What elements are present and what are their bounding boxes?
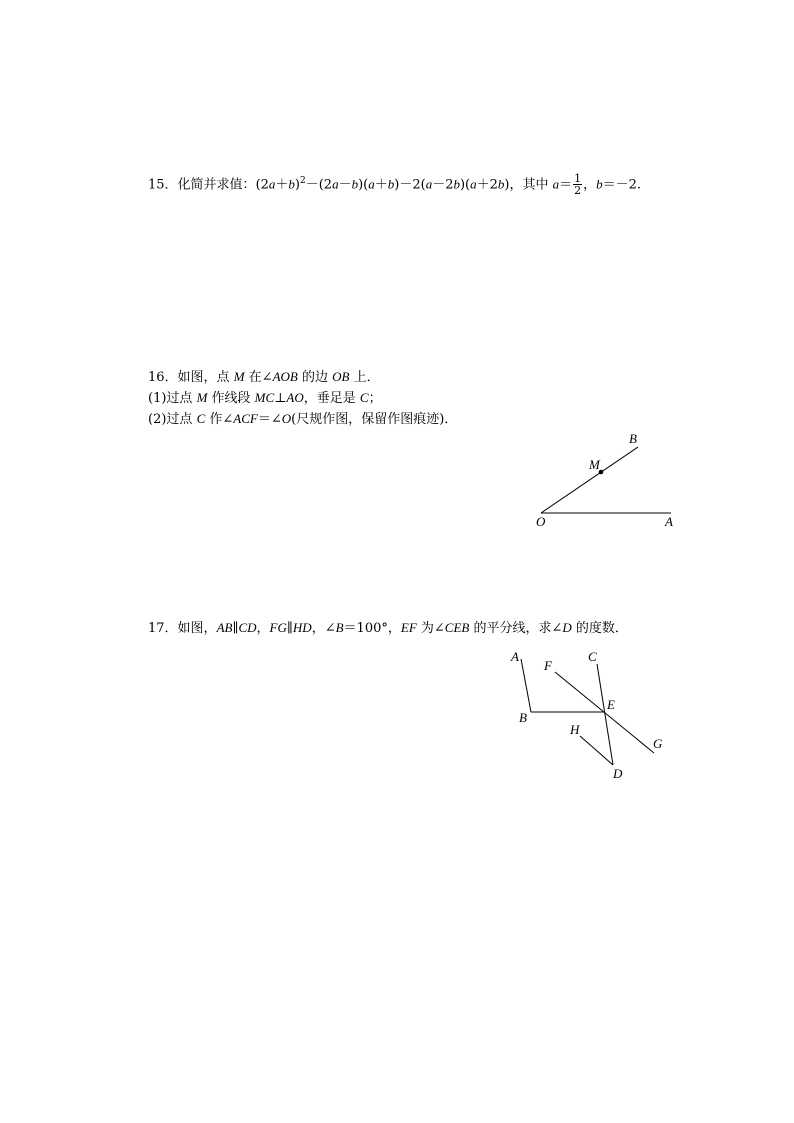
q17-text: 的度数． <box>571 621 628 636</box>
label-A: A <box>511 649 519 664</box>
q17-text: ＝100°， <box>343 621 401 636</box>
q16-text: 在∠ <box>244 370 273 385</box>
q15-var: b <box>497 176 505 192</box>
q16-text: ⊥ <box>274 391 287 406</box>
q15-expr: )－2( <box>394 177 426 193</box>
segment-HD <box>580 736 613 765</box>
q15-var: b <box>453 176 460 192</box>
label-E: E <box>607 697 615 712</box>
q16-text: (1)过点 <box>148 391 197 406</box>
q15-var: a <box>552 176 560 192</box>
q15-expr: ＝－2. <box>602 177 642 193</box>
q16-var: M <box>196 390 208 405</box>
q16-var: O <box>281 411 292 426</box>
q16-var: M <box>233 369 245 384</box>
q15-expr: －2 <box>432 177 454 193</box>
q17-var: CEB <box>444 620 470 635</box>
q16-text: 上． <box>349 370 380 385</box>
line-CD <box>597 664 613 765</box>
q17-text: 的平分线，求∠ <box>469 621 563 636</box>
q15-number: 15． <box>148 177 178 193</box>
q17-var: D <box>562 620 572 635</box>
q15-expr: (2 <box>255 177 269 193</box>
q15-expr: ) <box>294 177 300 193</box>
q15-intro: 化简并求值： <box>177 177 256 193</box>
q17-text: ∥ <box>232 621 239 636</box>
q15-var: a <box>268 176 276 192</box>
q17-var: FG <box>269 620 287 635</box>
q17-text: ，∠ <box>311 621 336 636</box>
label-G: G <box>653 736 663 751</box>
q16-text: 如图，点 <box>177 370 234 385</box>
label-A: A <box>665 514 673 529</box>
q15-var: b <box>387 176 395 192</box>
label-D: D <box>613 766 623 781</box>
fraction-numerator: 1 <box>574 172 582 186</box>
q16-var: C <box>359 390 369 405</box>
q15-exponent: 2 <box>300 176 306 186</box>
q17-text: ， <box>256 621 270 636</box>
q16-text: 的边 <box>297 370 333 385</box>
q16-var: AOB <box>272 369 298 384</box>
q17-text: 如图， <box>177 621 217 636</box>
q17-var: HD <box>292 620 312 635</box>
q17-text: 为∠ <box>416 621 445 636</box>
label-C: C <box>588 649 597 664</box>
q15-var: a <box>368 176 375 192</box>
q16-text: ； <box>368 391 382 406</box>
q15-expr: －(2 <box>305 177 333 193</box>
q17-var: B <box>335 620 344 635</box>
q16-text: (尺规作图，保留作图痕迹)． <box>291 412 458 427</box>
q15-expr: ＋ <box>374 177 388 193</box>
q15-var: b <box>596 176 603 192</box>
q15-expr: ， <box>583 177 597 193</box>
q15-expr: ＋ <box>275 177 289 193</box>
label-B: B <box>629 431 637 446</box>
q16-text: 作线段 <box>207 391 255 406</box>
label-M: M <box>589 457 600 472</box>
fraction-denominator: 2 <box>574 184 582 198</box>
q15-expr: － <box>338 177 352 193</box>
q15-expr: ＝ <box>559 177 573 193</box>
q15-var: a <box>332 176 339 192</box>
q17-var: AB <box>216 620 233 635</box>
q17-var: EF <box>400 620 417 635</box>
q15-var: b <box>351 176 359 192</box>
q15-var: a <box>470 176 477 192</box>
q15-var: a <box>425 176 433 192</box>
label-O: O <box>536 514 546 529</box>
q15-expr: )( <box>358 177 369 193</box>
q17-var: CD <box>238 620 257 635</box>
label-H: H <box>570 722 580 737</box>
q17-text: ∥ <box>286 621 293 636</box>
q16-var: C <box>196 411 206 426</box>
question-17 <box>148 619 628 638</box>
q17-figure <box>510 649 663 781</box>
q15-var: b <box>288 176 295 192</box>
q16-var: ACF <box>233 411 258 426</box>
q15-expr: )，其中 <box>504 177 553 193</box>
label-F: F <box>544 658 552 673</box>
q16-var: MC <box>254 390 275 405</box>
q16-text: 作∠ <box>205 412 234 427</box>
q16-text: ，垂足是 <box>303 391 360 406</box>
q16-number: 16． <box>148 370 178 385</box>
label-B: B <box>519 710 527 725</box>
q16-var: OB <box>332 369 350 384</box>
q16-var: AO <box>286 390 304 405</box>
q15-expr: ＋2 <box>476 177 498 193</box>
q17-number: 17． <box>148 621 178 636</box>
q16-text: ＝∠ <box>257 412 282 427</box>
segment-AB <box>521 659 531 712</box>
q16-text: (2)过点 <box>148 412 197 427</box>
q15-expr: )( <box>459 177 471 193</box>
